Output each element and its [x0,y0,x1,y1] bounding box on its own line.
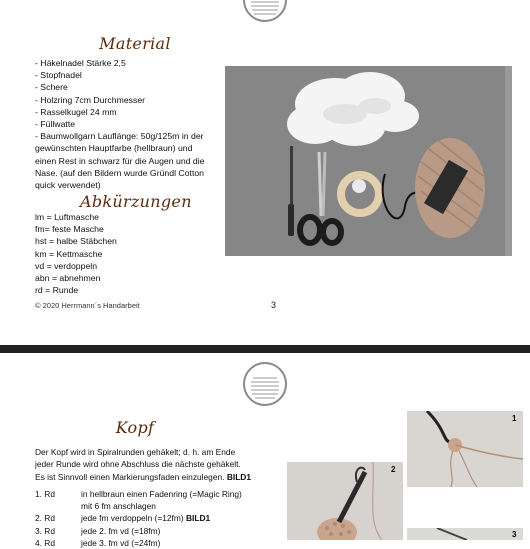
material-item: einen Rest in schwarz für die Augen und die [35,155,205,166]
abbreviation-item: rd = Runde [35,285,79,296]
abbreviation-item: hst = halbe Stäbchen [35,236,117,247]
abbreviation-item: vd = verdoppeln [35,260,98,271]
abbreviation-item: abn = abnehmen [35,273,101,284]
copyright-footer: © 2020 Herrmann´s Handarbeit [35,301,140,310]
abbreviation-item: lm = Luftmasche [35,212,99,222]
photo-label: 1 [512,414,517,423]
abbreviation-item: fm= feste Masche [35,224,104,235]
round-step [35,512,242,524]
round-text: jede fm verdoppeln (=12fm) [81,513,186,524]
round-number: 4. Rd [35,537,56,548]
photo-label: 2 [391,465,396,474]
abbreviation-list [35,211,117,296]
step-photo-2 [287,462,403,540]
material-heading: Material [99,34,171,53]
step-photo-3 [407,528,523,540]
round-text: in hellbraun einen Fadenring (=Magic Ring) [81,489,242,499]
material-item: quick verwendet) [35,180,101,191]
material-item: gewünschten Hauptfarbe (hellbraun) und [35,143,193,154]
page-number: 3 [271,300,277,310]
round-text: jede 2. fm vd (=18fm) [81,525,161,536]
material-item: - Rasselkugel 24 mm [35,106,117,117]
page-separator [0,345,530,353]
intro-line: Es ist Sinnvoll einen Markierungsfaden einzulegen. [35,471,225,482]
intro-line: jeder Runde wird ohne Abschluss die nächste gehäkelt. [35,459,241,470]
round-step [35,537,242,549]
material-item: - Stopfnadel [35,70,82,81]
materials-photo [225,66,512,256]
round-number: 3. Rd [35,525,56,536]
material-item: - Häkelnadel Stärke 2,5 [35,58,126,68]
step-photo-1 [407,411,523,487]
abbreviation-item: km = Kettmasche [35,248,103,259]
material-item: - Baumwollgarn Lauflänge: 50g/125m in der [35,131,204,142]
intro-paragraph [35,446,271,483]
image-reference: BILD1 [226,471,252,482]
intro-line: Der Kopf wird in Spiralrunden gehäkelt; d. h. am Ende [35,447,236,457]
material-item: - Füllwatte [35,119,76,130]
logo-emblem-icon [243,362,287,406]
material-item: Nase. (auf den Bildern wurde Gründl Cotton [35,167,205,178]
material-item: - Holzring 7cm Durchmesser [35,94,146,105]
image-reference: BILD1 [185,513,211,524]
round-text-continued: mit 6 fm anschlagen [81,501,156,512]
photo-label: 3 [512,530,517,539]
round-text: jede 3. fm vd (=24fm) [81,537,161,548]
round-step [35,525,242,537]
round-number: 2. Rd [35,513,56,524]
abbreviations-heading: Abkürzungen [80,192,192,211]
round-step [35,488,242,500]
document-page-4 [0,353,530,548]
material-item: - Schere [35,82,68,93]
head-section-heading: Kopf [115,418,155,437]
logo-emblem-icon [243,0,287,22]
material-list [35,57,205,191]
round-number: 1. Rd [35,489,56,499]
